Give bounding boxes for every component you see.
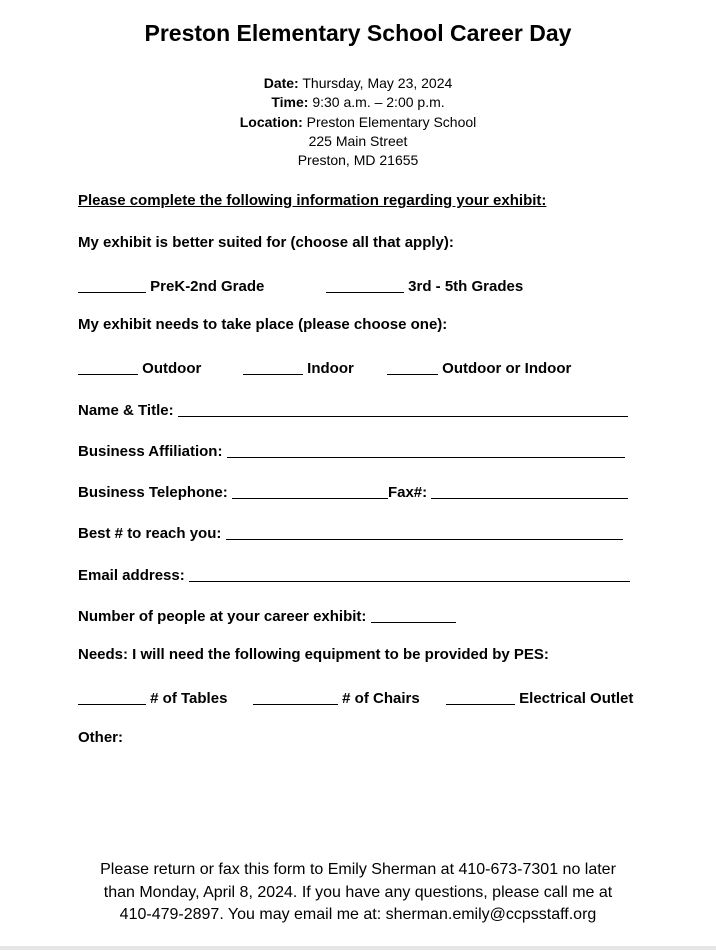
equipment-option-chairs[interactable] bbox=[253, 687, 420, 707]
date-value: Thursday, May 23, 2024 bbox=[302, 75, 453, 91]
email-input[interactable] bbox=[189, 566, 630, 582]
place-blank-either[interactable] bbox=[387, 359, 438, 375]
footer-line-3: 410-479-2897. You may email me at: sherman.emily@ccpsstaff.org bbox=[119, 906, 597, 923]
event-details bbox=[0, 74, 716, 170]
equipment-option-label: Electrical Outlet bbox=[519, 690, 634, 707]
best-number-field bbox=[78, 522, 623, 542]
time-line bbox=[0, 93, 716, 112]
num-people-field bbox=[78, 605, 456, 625]
business-telephone-label: Business Telephone: bbox=[78, 484, 228, 501]
fax-input[interactable] bbox=[431, 483, 628, 499]
page-bottom-edge bbox=[0, 946, 716, 950]
time-label: Time: bbox=[271, 94, 309, 111]
page-title: Preston Elementary School Career Day bbox=[144, 20, 572, 46]
grade-option-label: 3rd - 5th Grades bbox=[408, 278, 524, 295]
location-label: Location: bbox=[239, 113, 303, 130]
business-affiliation-field bbox=[78, 440, 625, 460]
equipment-option-tables[interactable] bbox=[78, 687, 227, 707]
num-people-input[interactable] bbox=[371, 607, 456, 623]
place-question: My exhibit needs to take place (please choose one): bbox=[78, 316, 448, 333]
address-line-1: 225 Main Street bbox=[308, 132, 408, 149]
business-affiliation-input[interactable] bbox=[227, 442, 625, 458]
name-title-label: Name & Title: bbox=[78, 402, 174, 419]
address-line-2: Preston, MD 21655 bbox=[297, 152, 419, 169]
time-value: 9:30 a.m. – 2:00 p.m. bbox=[312, 94, 445, 111]
business-telephone-field bbox=[78, 481, 628, 501]
place-option-label: Outdoor or Indoor bbox=[442, 360, 572, 377]
email-field bbox=[78, 564, 630, 584]
email-label: Email address: bbox=[78, 567, 185, 584]
place-blank-indoor[interactable] bbox=[243, 359, 303, 375]
grade-blank-prek-2[interactable] bbox=[78, 277, 146, 293]
other-label: Other: bbox=[78, 729, 123, 746]
name-title-input[interactable] bbox=[178, 401, 628, 417]
best-number-label: Best # to reach you: bbox=[78, 525, 222, 542]
equipment-option-label: # of Chairs bbox=[342, 690, 420, 707]
place-option-indoor[interactable] bbox=[243, 357, 354, 377]
grade-blank-3-5[interactable] bbox=[326, 277, 404, 293]
equipment-blank-tables[interactable] bbox=[78, 689, 146, 705]
best-number-input[interactable] bbox=[226, 524, 623, 540]
location-value: Preston Elementary School bbox=[306, 113, 477, 130]
num-people-label: Number of people at your career exhibit: bbox=[78, 608, 367, 625]
equipment-blank-outlet[interactable] bbox=[446, 689, 515, 705]
needs-question: Needs: I will need the following equipment to be provided by PES: bbox=[78, 646, 549, 663]
equipment-option-outlet[interactable] bbox=[446, 687, 633, 707]
business-affiliation-label: Business Affiliation: bbox=[78, 443, 223, 460]
business-telephone-input[interactable] bbox=[232, 483, 388, 499]
equipment-option-label: # of Tables bbox=[150, 690, 228, 707]
place-option-label: Outdoor bbox=[142, 360, 202, 377]
place-option-either[interactable] bbox=[387, 357, 571, 377]
footer-instructions bbox=[0, 859, 716, 927]
name-title-field bbox=[78, 399, 628, 419]
place-option-outdoor[interactable] bbox=[78, 357, 201, 377]
date-label: Date: bbox=[263, 75, 299, 91]
grade-option-prek-2[interactable] bbox=[78, 275, 264, 295]
equipment-blank-chairs[interactable] bbox=[253, 689, 338, 705]
footer-line-1: Please return or fax this form to Emily Sherman at 410-673-7301 no later bbox=[100, 861, 616, 878]
location-line bbox=[0, 113, 716, 132]
place-blank-outdoor[interactable] bbox=[78, 359, 138, 375]
date-line bbox=[0, 74, 716, 93]
footer-line-2: than Monday, April 8, 2024. If you have any questions, please call me at bbox=[103, 883, 613, 901]
place-option-label: Indoor bbox=[307, 360, 354, 377]
grade-option-3-5[interactable] bbox=[326, 275, 523, 295]
instructions-heading: Please complete the following information regarding your exhibit: bbox=[78, 192, 547, 209]
grade-option-label: PreK-2nd Grade bbox=[150, 278, 265, 295]
fax-label: Fax#: bbox=[387, 484, 428, 501]
grade-question: My exhibit is better suited for (choose all that apply): bbox=[78, 234, 454, 251]
